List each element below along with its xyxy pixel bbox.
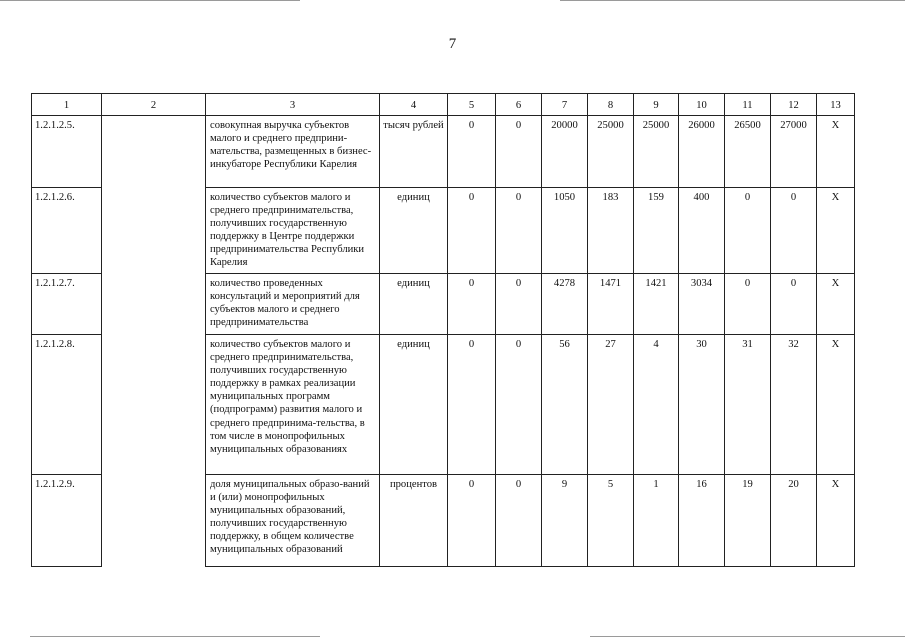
header-cell: 8	[588, 94, 634, 116]
row-unit: единиц	[380, 335, 448, 475]
row-unit: процентов	[380, 475, 448, 567]
row-value: X	[817, 475, 855, 567]
row-value: 183	[588, 188, 634, 274]
row-value: 0	[448, 335, 496, 475]
row-value: 4	[634, 335, 679, 475]
empty-merged-cell	[102, 116, 206, 567]
row-value: 4278	[542, 274, 588, 335]
row-unit: единиц	[380, 274, 448, 335]
row-value: 0	[448, 116, 496, 188]
row-unit: единиц	[380, 188, 448, 274]
scan-edge-bottom-right	[590, 636, 905, 637]
row-value: 400	[679, 188, 725, 274]
row-value: 27	[588, 335, 634, 475]
row-value: 0	[725, 188, 771, 274]
row-value: 31	[725, 335, 771, 475]
row-description: количество субъектов малого и среднего предпринимательства, получивших государственную поддержку в Центре поддержки предпринимательства Республики Карелия	[206, 188, 380, 274]
scan-edge-top-left	[0, 0, 300, 1]
row-value: 19	[725, 475, 771, 567]
header-cell: 3	[206, 94, 380, 116]
header-cell: 10	[679, 94, 725, 116]
row-value: 159	[634, 188, 679, 274]
row-value: 0	[448, 188, 496, 274]
row-value: 0	[725, 274, 771, 335]
header-cell: 9	[634, 94, 679, 116]
row-value: 0	[496, 335, 542, 475]
header-cell: 6	[496, 94, 542, 116]
row-description: количество проведенных консультаций и мероприятий для субъектов малого и среднего предпринимательства	[206, 274, 380, 335]
row-value: 26500	[725, 116, 771, 188]
row-value: 20	[771, 475, 817, 567]
row-value: 5	[588, 475, 634, 567]
row-code: 1.2.1.2.5.	[32, 116, 102, 188]
row-value: X	[817, 188, 855, 274]
row-value: 0	[771, 274, 817, 335]
row-value: 0	[496, 116, 542, 188]
row-code: 1.2.1.2.9.	[32, 475, 102, 567]
header-cell: 1	[32, 94, 102, 116]
row-description: совокупная выручка субъектов малого и среднего предприни-мательства, размещенных в бизнес-инкубаторе Республики Карелия	[206, 116, 380, 188]
row-value: 1421	[634, 274, 679, 335]
row-value: 32	[771, 335, 817, 475]
header-cell: 5	[448, 94, 496, 116]
row-value: 0	[448, 274, 496, 335]
row-value: 0	[496, 188, 542, 274]
row-value: X	[817, 274, 855, 335]
row-value: 16	[679, 475, 725, 567]
row-code: 1.2.1.2.6.	[32, 188, 102, 274]
page-number: 7	[448, 36, 457, 52]
scan-edge-top-right	[560, 0, 905, 1]
row-value: 56	[542, 335, 588, 475]
header-cell: 2	[102, 94, 206, 116]
row-value: 9	[542, 475, 588, 567]
row-value: 0	[771, 188, 817, 274]
row-code: 1.2.1.2.7.	[32, 274, 102, 335]
row-value: 0	[496, 274, 542, 335]
indicators-table	[31, 93, 855, 567]
row-value: X	[817, 116, 855, 188]
row-description: доля муниципальных образо-ваний и (или) монопрофильных муниципальных образований, получивших государственную поддержку, в общем количестве муниципальных образований	[206, 475, 380, 567]
row-unit: тысяч рублей	[380, 116, 448, 188]
row-value: 0	[448, 475, 496, 567]
header-cell: 4	[380, 94, 448, 116]
row-value: 25000	[588, 116, 634, 188]
table-row	[32, 116, 855, 188]
row-value: 20000	[542, 116, 588, 188]
header-cell: 12	[771, 94, 817, 116]
row-value: 25000	[634, 116, 679, 188]
row-value: 30	[679, 335, 725, 475]
row-code: 1.2.1.2.8.	[32, 335, 102, 475]
row-value: X	[817, 335, 855, 475]
header-row	[32, 94, 855, 116]
row-value: 1050	[542, 188, 588, 274]
header-cell: 13	[817, 94, 855, 116]
header-cell: 11	[725, 94, 771, 116]
row-value: 3034	[679, 274, 725, 335]
row-value: 1	[634, 475, 679, 567]
row-description: количество субъектов малого и среднего предпринимательства, получивших государственную поддержку в рамках реализации муниципальных программ (подпрограмм) развития малого и среднего предпринима-тельства, в том числе в монопрофильных муниципальных образованиях	[206, 335, 380, 475]
row-value: 27000	[771, 116, 817, 188]
header-cell: 7	[542, 94, 588, 116]
row-value: 1471	[588, 274, 634, 335]
scan-edge-bottom-left	[30, 636, 320, 637]
row-value: 26000	[679, 116, 725, 188]
row-value: 0	[496, 475, 542, 567]
